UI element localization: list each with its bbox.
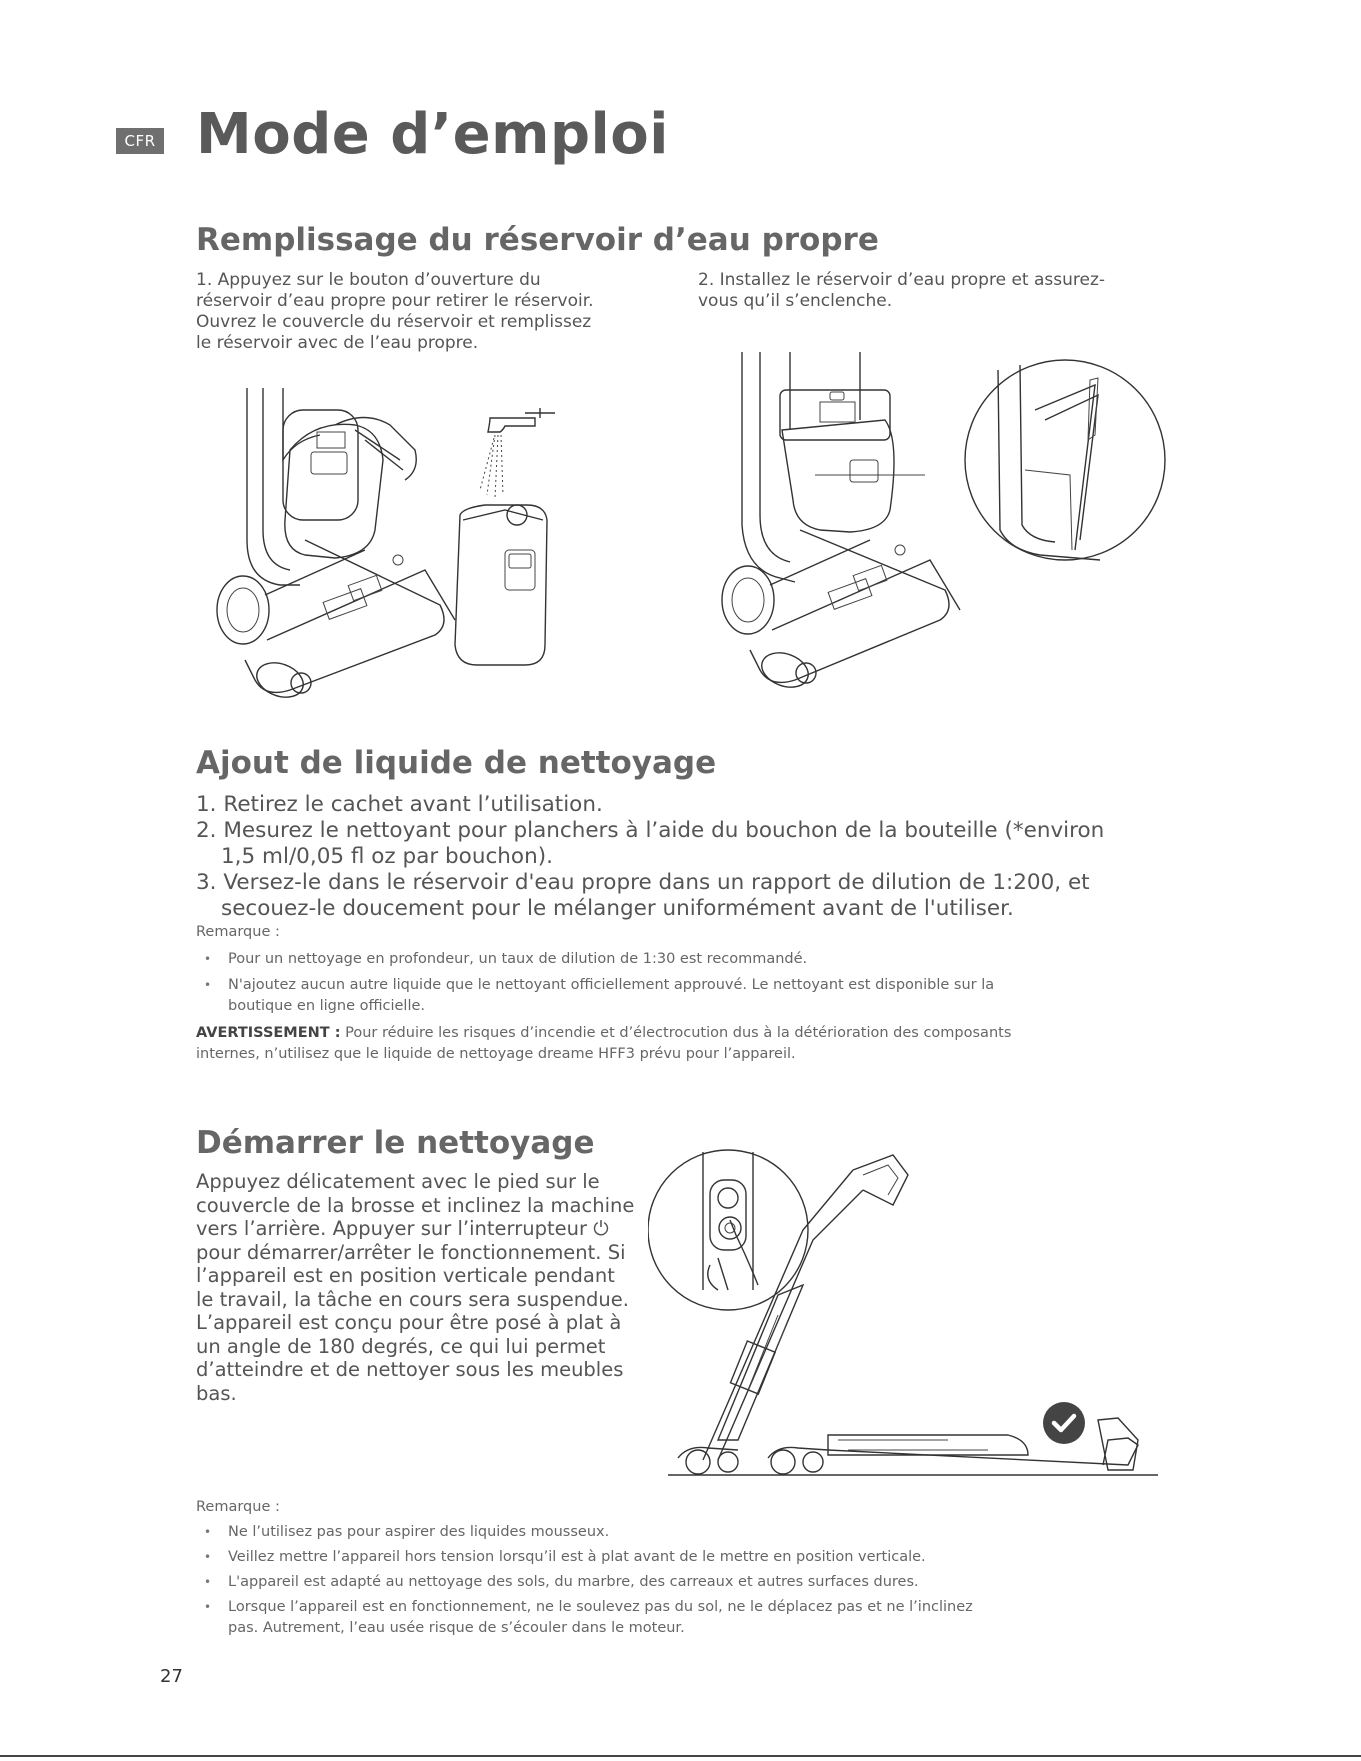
note-item: • Veillez mettre l’appareil hors tension lorsqu’il est à plat avant de le mettre en position verticale. <box>196 1547 1196 1568</box>
warning-line: internes, n’utilisez que le liquide de nettoyage dreame HFF3 prévu pour l’appareil. <box>196 1046 796 1062</box>
body-line: d’atteindre et de nettoyer sous les meubles <box>196 1358 624 1381</box>
remark-item-cont: boutique en ligne officielle. <box>228 998 426 1014</box>
step1-line: Ouvrez le couvercle du réservoir et remplissez <box>196 312 592 332</box>
body-line: le travail, la tâche en cours sera suspendue. <box>196 1287 629 1311</box>
step1-line: 1. Appuyez sur le bouton d’ouverture du <box>196 270 541 290</box>
illustration-start-cleaning <box>648 1140 1168 1480</box>
liquid-step-2-cont: 1,5 ml/0,05 fl oz par bouchon). <box>221 844 553 869</box>
step1-instructions <box>196 270 594 354</box>
section-title-cleaning-liquid: Ajout de liquide de nettoyage <box>196 745 717 781</box>
section-title-start-cleaning: Démarrer le nettoyage <box>196 1125 595 1161</box>
remark-item: • N'ajoutez aucun autre liquide que le nettoyant officiellement approuvé. Le nettoyant est disponible sur la <box>196 975 1196 996</box>
step2-line: 2. Installez le réservoir d’eau propre et assurez- <box>698 270 1106 290</box>
bottom-divider <box>0 1755 1361 1757</box>
liquid-step-1: 1. Retirez le cachet avant l’utilisation. <box>196 792 603 817</box>
body-line: bas. <box>196 1381 237 1405</box>
step1-line: le réservoir avec de l’eau propre. <box>196 333 479 353</box>
body-line: pour démarrer/arrêter le fonctionnement. Si <box>196 1240 626 1264</box>
step1-line: réservoir d’eau propre pour retirer le réservoir. <box>196 291 594 311</box>
warning-text <box>196 1023 1196 1044</box>
section-title-fill-tank: Remplissage du réservoir d’eau propre <box>196 222 879 258</box>
body-line: un angle de 180 degrés, ce qui lui permet <box>196 1334 606 1358</box>
body-line: couvercle de la brosse et inclinez la machine <box>196 1193 635 1217</box>
page-number: 27 <box>160 1666 183 1687</box>
cleaning-liquid-steps <box>196 792 1104 922</box>
body-line: l’appareil est en position verticale pendant <box>196 1264 615 1287</box>
warning-line: Pour réduire les risques d’incendie et d’électrocution dus à la détérioration des composants <box>340 1025 1012 1041</box>
start-cleaning-text <box>196 1170 656 1405</box>
note-item: • Lorsque l’appareil est en fonctionnement, ne le soulevez pas du sol, ne le déplacez pas et ne l’inclinez <box>196 1597 1196 1618</box>
note-item: • Ne l’utilisez pas pour aspirer des liquides mousseux. <box>196 1522 1196 1543</box>
remark-label: Remarque : <box>196 1499 280 1515</box>
body-line: Appuyez délicatement avec le pied sur le <box>196 1170 600 1193</box>
liquid-step-2: 2. Mesurez le nettoyant pour planchers à l’aide du bouchon de la bouteille (*environ <box>196 818 1105 843</box>
remark-label: Remarque : <box>196 924 280 940</box>
warning-label: AVERTISSEMENT : <box>196 1025 341 1041</box>
body-line: vers l’arrière. Appuyer sur l’interrupteur ⏻ <box>196 1217 609 1240</box>
note-item-cont: pas. Autrement, l’eau usée risque de s’écouler dans le moteur. <box>228 1620 685 1636</box>
checkmark-icon <box>1041 1400 1087 1446</box>
liquid-step-3-cont: secouez-le doucement pour le mélanger uniformément avant de l'utiliser. <box>221 896 1014 921</box>
note-item: • L'appareil est adapté au nettoyage des sols, du marbre, des carreaux et autres surfaces dures. <box>196 1572 1196 1593</box>
step2-line: vous qu’il s’enclenche. <box>698 291 893 311</box>
liquid-remarks <box>196 922 1196 1065</box>
illustration-install-tank <box>700 350 1170 720</box>
bottom-remarks <box>196 1497 1196 1639</box>
liquid-step-3: 3. Versez-le dans le réservoir d'eau propre dans un rapport de dilution de 1:200, et <box>196 870 1090 895</box>
page-title: Mode d’emploi <box>196 102 669 167</box>
step2-instructions <box>698 270 1105 312</box>
illustration-remove-tank <box>205 380 575 720</box>
remark-item: • Pour un nettoyage en profondeur, un taux de dilution de 1:30 est recommandé. <box>196 949 1196 970</box>
language-badge: CFR <box>116 128 164 154</box>
body-line: L’appareil est conçu pour être posé à plat à <box>196 1311 622 1334</box>
